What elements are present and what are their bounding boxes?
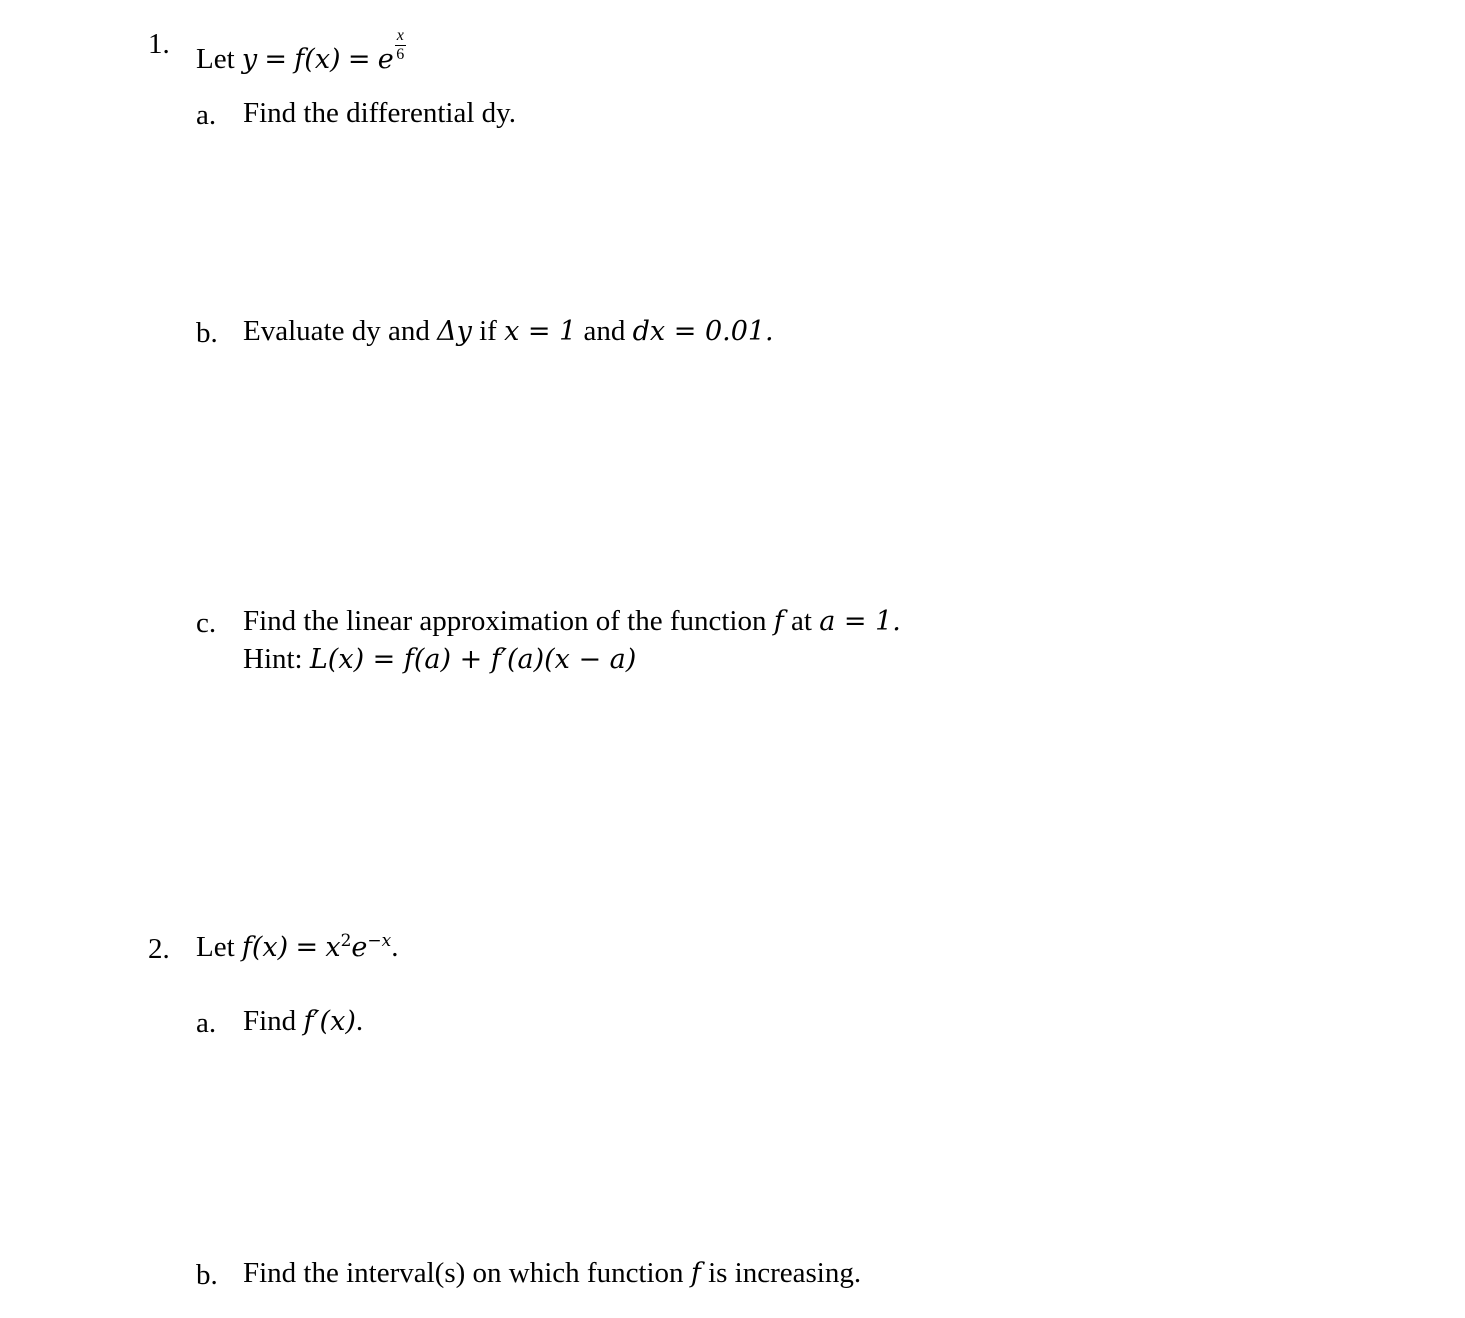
part-2b-text-2: is increasing. xyxy=(708,1257,862,1289)
part-1c-hint xyxy=(243,645,636,674)
question-2-stem xyxy=(196,933,398,962)
question-1-number: 1. xyxy=(148,28,170,60)
q2-math-x: x xyxy=(325,932,341,964)
part-2a-math-fprime: f′(x) xyxy=(303,1006,356,1037)
question-2-lead: Let xyxy=(196,931,235,964)
q2-math-sup-2: 2 xyxy=(340,931,352,951)
q2-stem-period: . xyxy=(391,931,399,964)
q1-exp-denominator: 6 xyxy=(396,46,405,63)
part-1b-label: b. xyxy=(196,317,218,349)
part-1b-math-delta-y: Δy xyxy=(437,316,472,347)
q2-math-eq: = xyxy=(295,932,319,964)
part-1c-text-1: Find the linear approximation of the function xyxy=(243,605,767,637)
part-2b-label: b. xyxy=(196,1259,218,1291)
part-1c-text xyxy=(243,607,901,636)
question-1-lead: Let xyxy=(196,42,235,75)
part-1a-text: Find the differential dy. xyxy=(243,97,517,129)
part-2b-math-f: f xyxy=(690,1258,701,1289)
part-1b-math-x-eq-1: x = 1 xyxy=(504,316,577,347)
q1-math-eq: = xyxy=(264,43,288,75)
part-1c-math-f: f xyxy=(773,606,784,637)
q1-math-eq2: = xyxy=(347,43,371,75)
part-1c-hint-label: Hint: xyxy=(243,643,303,675)
part-1c-hint-formula: L(x) = f(a) + f′(a)(x − a) xyxy=(309,644,637,675)
q1-math-base-e: e xyxy=(377,43,394,75)
part-1c-label: c. xyxy=(196,607,217,639)
part-1b-text xyxy=(243,317,774,346)
part-2a-label: a. xyxy=(196,1007,217,1039)
q2-math-e: e xyxy=(351,932,368,964)
q1-exponent-fraction xyxy=(395,28,406,63)
q2-math-fx: f(x) xyxy=(241,932,289,964)
q1-exp-numerator: x xyxy=(396,27,404,44)
part-2a-period: . xyxy=(355,1005,364,1037)
question-2-number: 2. xyxy=(148,933,170,965)
q1-math-y: y xyxy=(241,43,258,75)
part-2b-text xyxy=(243,1259,861,1288)
part-1b-text-1: Evaluate dy and xyxy=(243,315,430,347)
part-2b-text-1: Find the interval(s) on which function xyxy=(243,1257,684,1289)
part-2a-text-1: Find xyxy=(243,1005,297,1037)
part-1b-text-3: and xyxy=(583,315,626,347)
part-1c-math-a-eq-1: a = 1. xyxy=(819,606,901,637)
part-1b-text-2: if xyxy=(479,315,497,347)
question-1-stem xyxy=(196,28,406,74)
q2-math-sup-neg-x: −x xyxy=(367,931,392,951)
part-2a-text xyxy=(243,1007,363,1036)
q1-math-fx: f(x) xyxy=(294,43,341,75)
part-1c-text-2: at xyxy=(791,605,812,637)
part-1a-label: a. xyxy=(196,99,217,131)
part-1b-math-dx: dx = 0.01. xyxy=(632,316,774,347)
